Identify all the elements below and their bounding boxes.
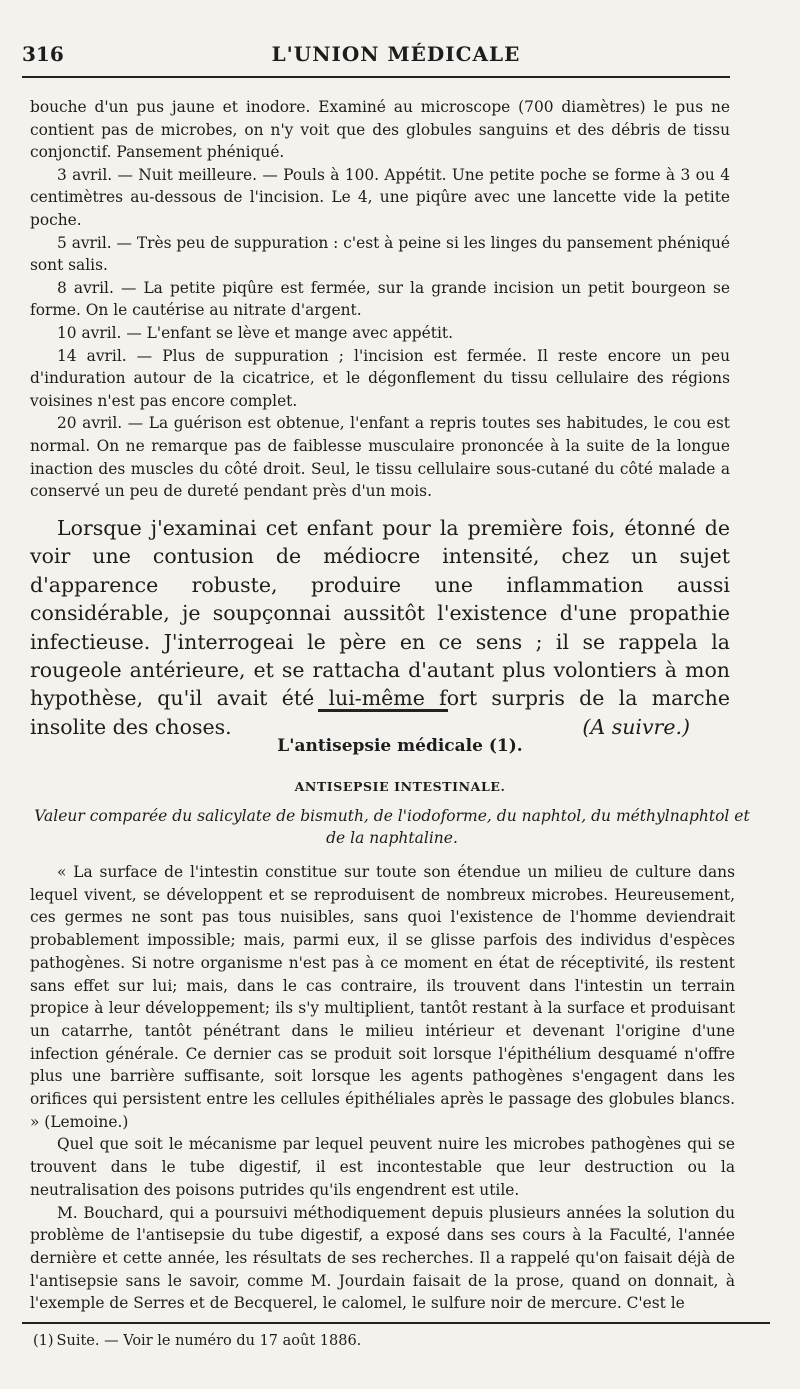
article-paragraph: « La surface de l'intestin constitue sur toute son étendue un milieu de culture dans lequel vivent, se développent et se reproduisent de nombreux microbes. Heureusement, ces germes ne sont pas tous nuisibles, sans quoi l'existence de l'homme deviendrait probablement impossible; mais, parmi eux, il se glisse parfois des individus d'espèces pathogènes. Si notre organisme n'est pas à ce moment en état de réceptivité, ils restent sans effet sur lui; mais, dans le cas contraire, ils trouvent dans l'intestin un terrain propice à leur développement; ils s'y multiplient, tantôt restant à la surface et produisant un catarrhe, tantôt pénétrant dans le milieu intérieur et devenant l'origine d'une infection générale. Ce dernier cas se produit soit lorsque l'épithélium desquamé n'offre plus une barrière suffisante, soit lorsque les agents pathogènes s'engagent dans les orifices qui persistent entre les cellules épithéliales après le passage des globules blancs. » (Lemoine.) bbox=[30, 863, 735, 1131]
conclusion-paragraph bbox=[30, 514, 730, 741]
article-subtitle: Valeur comparée du salicylate de bismuth, de l'iodoforme, du naphtol, du méthylnaphtol et de la naphtaline. bbox=[34, 807, 750, 847]
conclusion-text: Lorsque j'examinai cet enfant pour la première fois, étonné de voir une contusion de médiocre intensité, chez un sujet d'apparence robuste, produire une inflammation aussi considérable, je soupçonnai aussitôt l'existence d'une propathie infectieuse. J'interrogeai le père en ce sens ; il se rappela la rougeole antérieure, et se rattacha d'autant plus volontiers à mon hypothèse, qu'il avait été lui-même fort surpris de la marche insolite des choses. bbox=[30, 516, 730, 739]
case-note: 14 avril. — Plus de suppuration ; l'incision est fermée. Il reste encore un peu d'induration autour de la cicatrice, et le dégonflement du tissu cellulaire des régions voisines n'est pas encore complet. bbox=[30, 346, 730, 410]
case-note: 8 avril. — La petite piqûre est fermée, sur la grande incision un petit bourgeon se forme. On le cautérise au nitrate d'argent. bbox=[30, 278, 730, 320]
case-note: 5 avril. — Très peu de suppuration : c'est à peine si les linges du pansement phéniqué sont salis. bbox=[30, 233, 730, 275]
article-paragraph: Quel que soit le mécanisme par lequel peuvent nuire les microbes pathogènes qui se trouvent dans le tube digestif, il est incontestable que leur destruction ou la neutralisation des poisons putrides qu'ils engendrent est utile. bbox=[30, 1135, 735, 1199]
case-notes bbox=[30, 96, 730, 503]
conclusion bbox=[30, 514, 730, 741]
footnote bbox=[30, 1333, 730, 1349]
page-number: 316 bbox=[22, 42, 64, 66]
article-paragraph: M. Bouchard, qui a poursuivi méthodiquement depuis plusieurs années la solution du problème de l'antisepsie du tube digestif, a exposé dans ses cours à la Faculté, l'année dernière et cette année, les résultats de ses recherches. Il a rappelé qu'on faisait déjà de l'antisepsie sans le savoir, comme M. Jourdain faisait de la prose, quand on donnait, à l'exemple de Serres et de Becquerel, le calomel, le sulfure noir de mercure. C'est le bbox=[30, 1203, 735, 1313]
footnote-text: Suite. — Voir le numéro du 17 août 1886. bbox=[56, 1333, 362, 1349]
article-body bbox=[30, 861, 735, 1315]
header-rule bbox=[22, 76, 730, 78]
case-note: 20 avril. — La guérison est obtenue, l'enfant a repris toutes ses habitudes, le cou est normal. On ne remarque pas de faiblesse musculaire prononcée à la suite de la longue inaction des muscles du côté droit. Seul, le tissu cellulaire sous-cutané du côté malade a conservé un peu de dureté pendant près d'un mois. bbox=[30, 414, 730, 501]
journal-title: L'UNION MÉDICALE bbox=[271, 42, 521, 66]
subsection-title: ANTISEPSIE INTESTINALE. bbox=[294, 779, 506, 794]
to-follow: (A suivre.) bbox=[582, 714, 690, 739]
section-title: L'antisepsie médicale (1). bbox=[277, 736, 523, 756]
case-note: 3 avril. — Nuit meilleure. — Pouls à 100. Appétit. Une petite poche se forme à 3 ou 4 centimètres au-dessous de l'incision. Le 4, une piqûre avec une lancette vide la petite poche. bbox=[30, 165, 730, 229]
section-divider bbox=[318, 709, 448, 712]
case-note: 10 avril. — L'enfant se lève et mange avec appétit. bbox=[57, 323, 453, 342]
case-note: bouche d'un pus jaune et inodore. Examiné au microscope (700 diamètres) le pus ne contient pas de microbes, on n'y voit que des globules sanguins et des débris de tissu conjonctif. Pansement phéniqué. bbox=[30, 98, 730, 162]
footnote-mark: (1) bbox=[33, 1333, 54, 1349]
running-head bbox=[22, 42, 770, 72]
footnote-rule bbox=[22, 1322, 770, 1324]
